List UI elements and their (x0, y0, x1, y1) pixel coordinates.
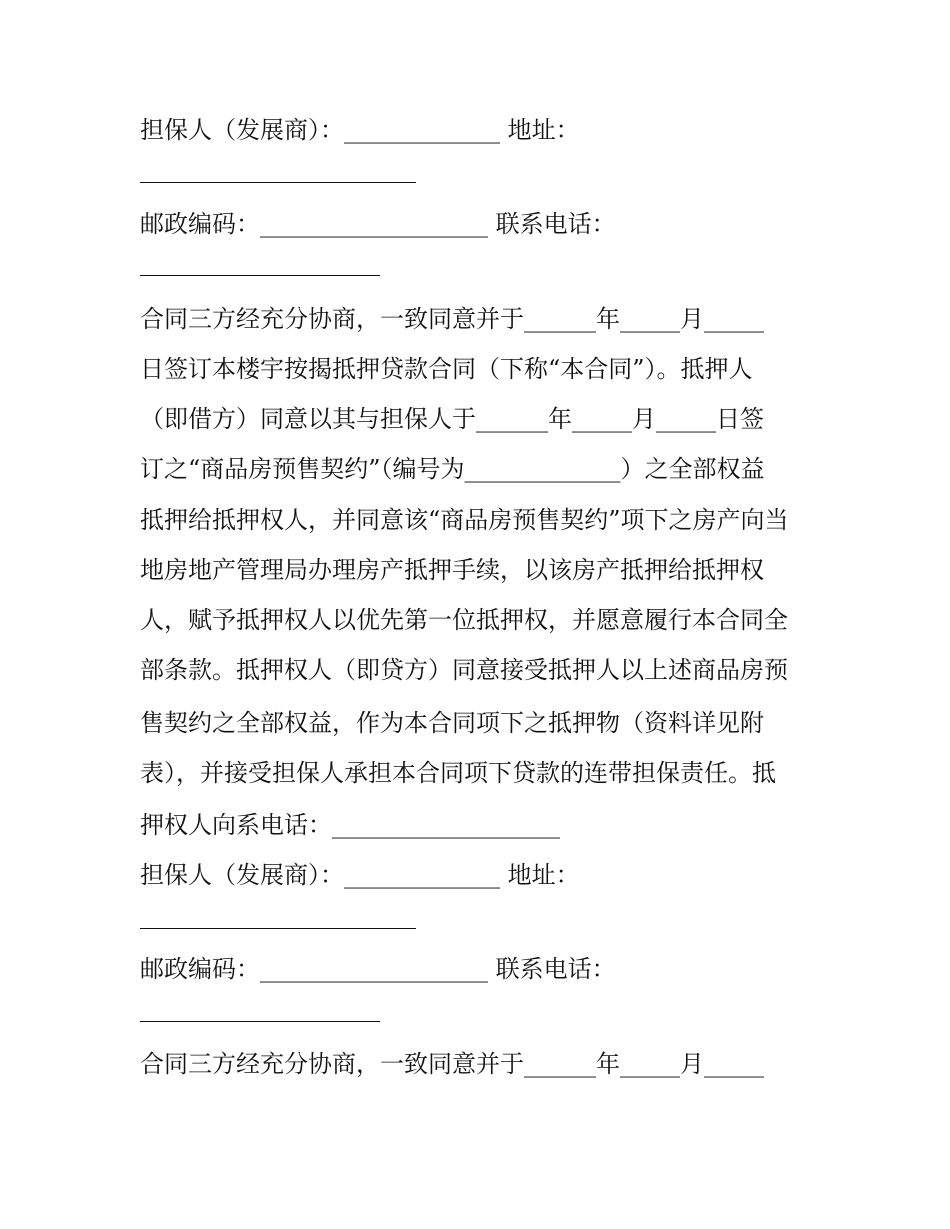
guarantor-line: 担保人（发展商）：_____________ 地址： (140, 116, 580, 144)
address-blank-line (140, 182, 416, 183)
postal-code-line: 邮政编码：___________________ 联系电话： (140, 210, 616, 238)
paragraph-line: 日签订本楼宇按揭抵押贷款合同（下称“本合同”）。抵押人 (140, 355, 753, 383)
phone-blank-line (140, 275, 380, 276)
paragraph-line: 押权人向系电话：___________________ (140, 811, 560, 839)
paragraph-line: 表），并接受担保人承担本合同项下贷款的连带担保责任。抵 (140, 759, 776, 787)
paragraph-line: 合同三方经充分协商，一致同意并于______年_____月_____ (140, 305, 764, 333)
postal-code-line: 邮政编码：___________________ 联系电话： (140, 955, 616, 983)
paragraph-line: 部条款。抵押权人（即贷方）同意接受抵押人以上述商品房预 (140, 656, 788, 684)
paragraph-line: （即借方）同意以其与担保人于______年_____月_____日签 (140, 405, 764, 433)
paragraph-line: 人，赋予抵押权人以优先第一位抵押权，并愿意履行本合同全 (140, 606, 788, 634)
paragraph-line: 订之“商品房预售契约”（编号为_____________）之全部权益 (140, 455, 765, 483)
paragraph-line: 地房地产管理局办理房产抵押手续，以该房产抵押给抵押权 (140, 556, 764, 584)
paragraph-line: 合同三方经充分协商，一致同意并于______年_____月_____ (140, 1050, 764, 1078)
guarantor-line: 担保人（发展商）：_____________ 地址： (140, 861, 580, 889)
paragraph-line: 售契约之全部权益，作为本合同项下之抵押物（资料详见附 (140, 709, 764, 737)
phone-blank-line (140, 1021, 380, 1022)
address-blank-line (140, 928, 416, 929)
paragraph-line: 抵押给抵押权人，并同意该“商品房预售契约”项下之房产向当 (140, 506, 789, 534)
